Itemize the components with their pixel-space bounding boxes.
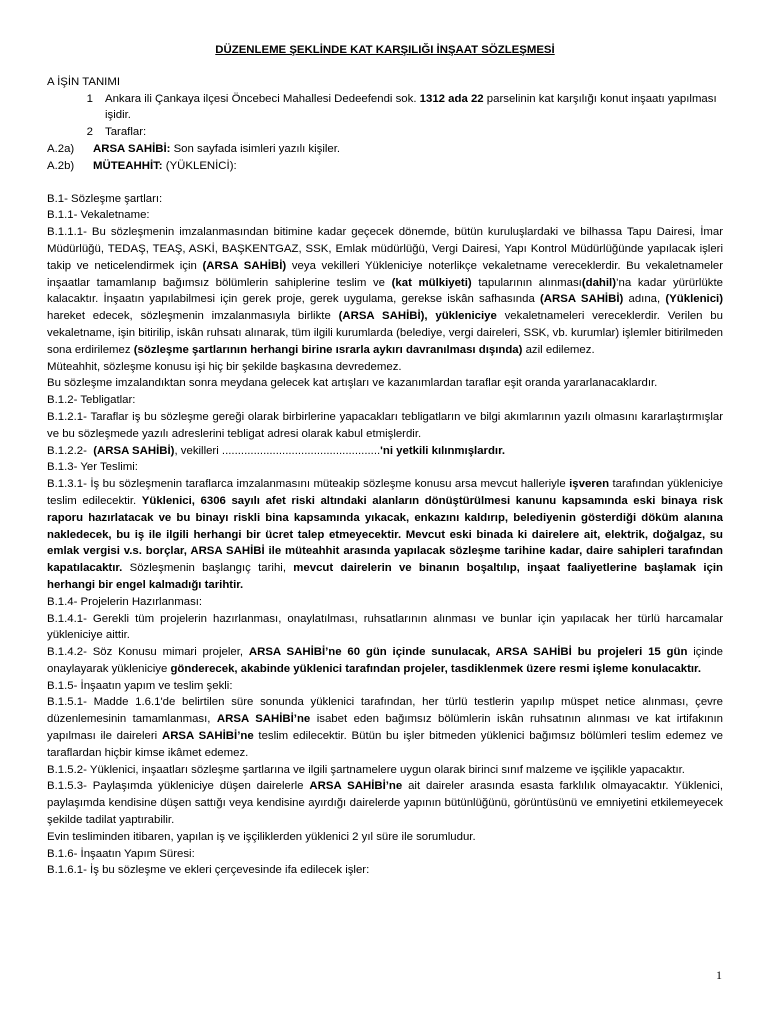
item-text: Taraflar: — [105, 126, 147, 139]
heading-b12: B.1.2- Tebligatlar: — [47, 394, 136, 407]
heading-b13: B.1.3- Yer Teslimi: — [47, 461, 138, 474]
clause-label: A.2b) — [47, 159, 75, 172]
document-title: DÜZENLEME ŞEKLİNDE KAT KARŞILIĞI İNŞAAT SÖZLEŞMESİ — [215, 44, 555, 56]
clause-b121: B.1.2.1- Taraflar iş bu sözleşme gereği olarak birbirlerine yapacakları tebligatların ve bilgi akımlarının yazılı olmasını kararlaştırmışlar ve bu sözleşmede yazılı adreslerini tebligat adresi olarak kabul etmişlerdir. — [47, 410, 723, 440]
item-number: 1 — [86, 92, 93, 105]
clause-b111 — [47, 224, 723, 358]
heading-b14: B.1.4- Projelerin Hazırlanması: — [47, 595, 203, 608]
clause-text: (YÜKLENİCİ): — [162, 159, 237, 172]
heading-b1: B.1- Sözleşme şartları: — [47, 192, 163, 205]
clause-b151 — [47, 694, 723, 761]
clause-label: A.2a) — [47, 142, 75, 155]
text: adına, — [623, 293, 666, 306]
text: tapularının alınması — [471, 276, 582, 289]
clause-text: Son sayfada isimleri yazılı kişiler. — [170, 142, 341, 155]
text: B.1.1.1- Bu sözleşmenin imzalanmasından bitimine kadar geçecek dönemde, bütün kuruluşlardaki ve bilhassa Tapu Dairesi, İmar Müdürlüğü, TEDAŞ, TEAŞ, ASKİ, BAŞKENTGAZ, SSK, Emlak müdürlüğü, Vergi Dairesi, Yapı Kontrol Müdürlüğünde yapılacak işleri takip ve neticelendirmek için — [47, 226, 723, 272]
clause-b161: B.1.6.1- İş bu sözleşme ve ekleri çerçevesinde ifa edilecek işler: — [47, 864, 370, 877]
text: B.1.5.3- Paylaşımda yükleniciye düşen dairelerle — [47, 780, 310, 793]
bold: ARSA SAHİBİ’ne — [216, 713, 311, 726]
paragraph-muteahhit: Müteahhit, sözleşme konusu işi hiç bir şekilde başkasına devredemez. — [47, 360, 402, 373]
heading-b11: B.1.1- Vekaletname: — [47, 209, 150, 222]
item-text-part: parselinin kat karşılığı konut inşaatı yapılması işidir. — [105, 92, 717, 122]
text: içinde onaylayarak yükleniciye — [47, 646, 723, 675]
item-text-part: Ankara ili Çankaya ilçesi Öncebeci Mahallesi Dedeefendi sok. — [105, 92, 420, 105]
bold: ARSA SAHİBİ ile müteahhit arasında yapılacak sözleşme tarihine kadar, daire sahipleri tarafından kapatılacaktır. — [47, 545, 723, 575]
bold: (ARSA SAHİBİ) — [93, 444, 175, 457]
bold: (ARSA SAHİBİ), yükleniciye — [338, 310, 497, 323]
text: , vekilleri .................................................. — [174, 444, 381, 457]
bold: ARSA SAHİBİ’ne 60 gün içinde sunulacak, ARSA SAHİBİ bu projeleri 15 gün — [248, 646, 688, 659]
parcel-number: 1312 ada 22 — [419, 92, 484, 105]
text: hareket edecek, sözleşmenin imzalanmasıyla birlikte — [47, 310, 339, 323]
text: B.1.4.2- Söz Konusu mimari projeler, — [47, 646, 249, 659]
text: Sözleşmenin başlangıç tarihi, — [122, 562, 294, 575]
bold: işveren — [569, 478, 610, 491]
text: isabet eden bağımsız bölümlerin iskân ruhsatının alınması ve kat irtifakının yapılması ile daireleri — [47, 713, 723, 743]
bold: Mevcut eski binada ki dairelere ait, elektrik, doğalgaz, su emlak vergisi v.s. borçlar, — [47, 528, 723, 558]
clause-b152: B.1.5.2- Yüklenici, inşaatları sözleşme şartlarına ve ilgili şartnamelere uygun olarak birinci sınıf malzeme ve işçilikle yapacaktır. — [47, 763, 685, 776]
heading-b16: B.1.6- İnşaatın Yapım Süresi: — [47, 847, 195, 860]
bold: (kat mülkiyeti) — [391, 276, 472, 289]
clause-b141: B.1.4.1- Gerekli tüm projelerin hazırlanması, onaylatılması, ruhsatlarının alınması ve bunlar için yapılacak her türlü harcamalar yükleniciye aittir. — [47, 612, 723, 642]
text: vekaletnameleri vereceklerdir. Verilen bu vekaletname, işin bitirilip, iskân ruhsatı alınarak, tüm ilgili kurumlarda (belediye, vergi daireleri, SSK, vb. kurumlar) işlemler bitirilmeden sona erdirilemez — [47, 310, 723, 356]
text: veya vekilleri Yükleniciye noterlikçe vekaletname vereceklerdir. Bu vekaletnameler inşaatlar tamamlanıp bağımsız bölümlerin sahiplerine teslim ve — [47, 259, 723, 289]
text: azil edilemez. — [522, 343, 595, 356]
clause-b122 — [47, 443, 723, 460]
bold: ARSA SAHİBİ’ne — [161, 730, 254, 743]
text: tarafından yükleniciye teslim edilecektir. — [47, 478, 723, 507]
bold: (ARSA SAHİBİ) — [540, 293, 624, 306]
clause-a2b — [47, 158, 723, 175]
text: ait daireler arasında esasta farklılık olmayacaktır. Yüklenici, paylaşımda kendisine düşen sattığı veya kendisine ayırdığı dairelerde yapının bütünlüğünü, görüntüsünü ve emniyetini etkilemeyecek şekilde tadilat yaptırabilir. — [47, 780, 723, 827]
paragraph-teslim: Evin tesliminden itibaren, yapılan iş ve işçiliklerden yüklenici 2 yıl süre ile sorumludur. — [47, 830, 476, 843]
bold: (sözleşme şartlarının herhangi birine ısrarla aykırı davranılması dışında) — [133, 343, 523, 356]
section-a-item-1 — [47, 91, 723, 125]
text: ’na kadar yürürlükte kalacaktır. İnşaatın yapılabilmesi için gerek proje, gerek uygulama, gerekse iskân safhasında — [47, 276, 723, 306]
text: teslim edilecektir. Bütün bu işler bitmeden yüklenici bağımsız bölümleri teslim edemez ve taraflardan hiçbir kimse ikâmet edemez. — [47, 730, 723, 759]
section-a-item-2 — [47, 124, 723, 141]
bold: gönderecek, akabinde yüklenici tarafından projeler, tasdiklenmek üzere resmi işleme konulacaktır. — [170, 662, 701, 675]
bold: mevcut dairelerin ve binanın boşaltılıp, inşaat faaliyetlerine başlamak için herhangi bir engel kalmadığı tarihtir. — [47, 562, 723, 591]
clause-b131 — [47, 476, 723, 594]
spacer — [47, 175, 723, 191]
clause-b142 — [47, 644, 723, 678]
document-page — [47, 42, 723, 879]
clause-bold: MÜTEAHHİT: — [93, 159, 163, 172]
item-number: 2 — [86, 126, 93, 139]
bold: ARSA SAHİBİ’ne — [309, 780, 403, 793]
bold: (Yüklenici) — [665, 293, 723, 306]
section-a-heading: A İŞİN TANIMI — [47, 75, 120, 88]
item-text — [93, 91, 723, 125]
clause-bold: ARSA SAHİBİ: — [93, 142, 171, 155]
clause-label: B.1.2.2- — [47, 444, 87, 457]
page-number: 1 — [716, 968, 722, 982]
text: B.1.5.1- Madde 1.6.1'de belirtilen süre sonunda yüklenici tarafından, her türlü testlerin yapılıp müspet netice alınması, çevre düzenlemesinin tamamlanması, — [47, 696, 723, 726]
bold: (ARSA SAHİBİ) — [202, 259, 287, 272]
bold: Yüklenici, 6306 sayılı afet riski altındaki alanların dönüştürülmesi kanunu kapsamında eski binaya risk raporu hazırlatacak ve bu binayı riskli bina kapsamında yıkacak, enkazını kaldırıp, belediyenin gösterdiği döküm alanına nakledecek, bu iş ile ilgili herhangi bir ücret talep etmeyecektir. — [47, 494, 723, 541]
clause-a2a — [47, 141, 723, 158]
paragraph-artis: Bu sözleşme imzalandıktan sonra meydana gelecek kat artışları ve kazanımlardan taraflar eşit oranda yararlanacaklardır. — [47, 377, 658, 390]
text: B.1.3.1- İş bu sözleşmenin taraflarca imzalanmasını müteakip sözleşme konusu arsa mevcut halleriyle — [47, 478, 570, 491]
clause-b153 — [47, 778, 723, 828]
bold: 'ni yetkili kılınmışlardır. — [380, 444, 506, 457]
bold: (dahil) — [581, 276, 616, 289]
heading-b15: B.1.5- İnşaatın yapım ve teslim şekli: — [47, 679, 233, 692]
